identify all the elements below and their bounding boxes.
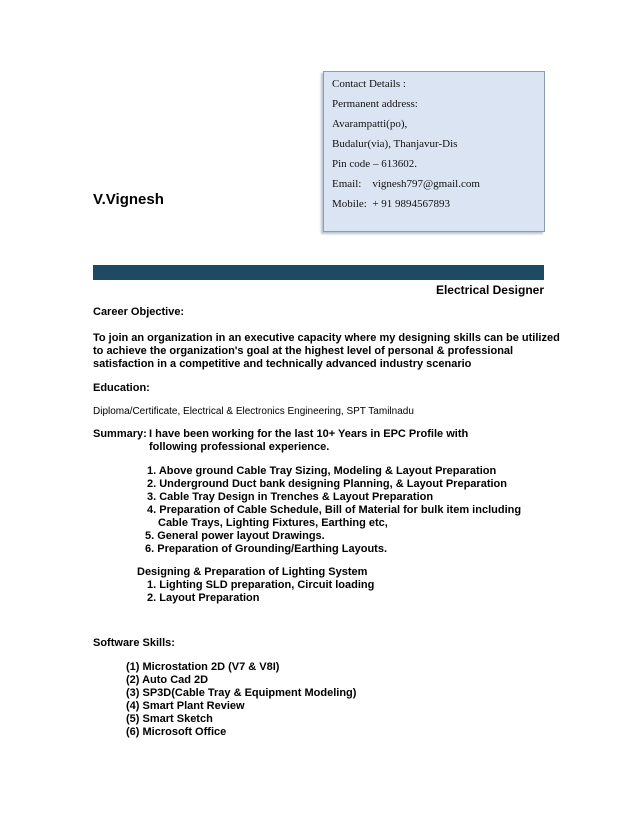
address-line-1: Avarampatti(po), [332, 118, 408, 130]
software-item: (3) SP3D(Cable Tray & Equipment Modeling) [126, 687, 357, 699]
education-heading: Education: [93, 382, 150, 394]
summary-item: Cable Trays, Lighting Fixtures, Earthing etc, [158, 517, 388, 529]
pin-code: Pin code – 613602. [332, 158, 417, 170]
software-heading: Software Skills: [93, 637, 175, 649]
summary-item: 1. Above ground Cable Tray Sizing, Modeling & Layout Preparation [147, 465, 497, 477]
summary-intro: following professional experience. [149, 441, 330, 453]
education-detail: Diploma/Certificate, Electrical & Electronics Engineering, SPT Tamilnadu [93, 406, 414, 417]
summary-item: 5. General power layout Drawings. [145, 530, 325, 542]
software-item: (4) Smart Plant Review [126, 700, 245, 712]
email: Email: vignesh797@gmail.com [332, 178, 480, 190]
career-heading: Career Objective: [93, 306, 185, 318]
address-label: Permanent address: [332, 98, 418, 110]
candidate-name: V.Vignesh [93, 191, 164, 208]
software-item: (1) Microstation 2D (V7 & V8I) [126, 661, 280, 673]
summary-item: 3. Cable Tray Design in Trenches & Layout Preparation [147, 491, 434, 503]
lighting-item: 1. Lighting SLD preparation, Circuit loading [147, 579, 375, 591]
summary-item: 4. Preparation of Cable Schedule, Bill of Material for bulk item including [147, 504, 522, 516]
software-item: (5) Smart Sketch [126, 713, 213, 725]
summary-item: 2. Underground Duct bank designing Planning, & Layout Preparation [147, 478, 507, 490]
header-banner [93, 265, 544, 280]
summary-item: 6. Preparation of Grounding/Earthing Layouts. [145, 543, 388, 555]
summary-intro: I have been working for the last 10+ Years in EPC Profile with [149, 428, 469, 440]
contact-heading: Contact Details : [332, 78, 406, 90]
career-line: To join an organization in an executive capacity where my designing skills can be utilized [93, 332, 560, 344]
lighting-item: 2. Layout Preparation [147, 592, 260, 604]
lighting-heading: Designing & Preparation of Lighting System [137, 566, 368, 578]
software-item: (6) Microsoft Office [126, 726, 227, 738]
career-line: satisfaction in a competitive and technically advanced industry scenario [93, 358, 472, 370]
mobile: Mobile: + 91 9894567893 [332, 198, 451, 210]
software-item: (2) Auto Cad 2D [126, 674, 209, 686]
job-title: Electrical Designer [435, 283, 544, 297]
career-line: to achieve the organization's goal at the highest level of personal & professional [93, 345, 514, 357]
address-line-2: Budalur(via), Thanjavur-Dis [332, 138, 458, 150]
contact-details-box [323, 71, 545, 232]
summary-label: Summary: [93, 428, 147, 440]
